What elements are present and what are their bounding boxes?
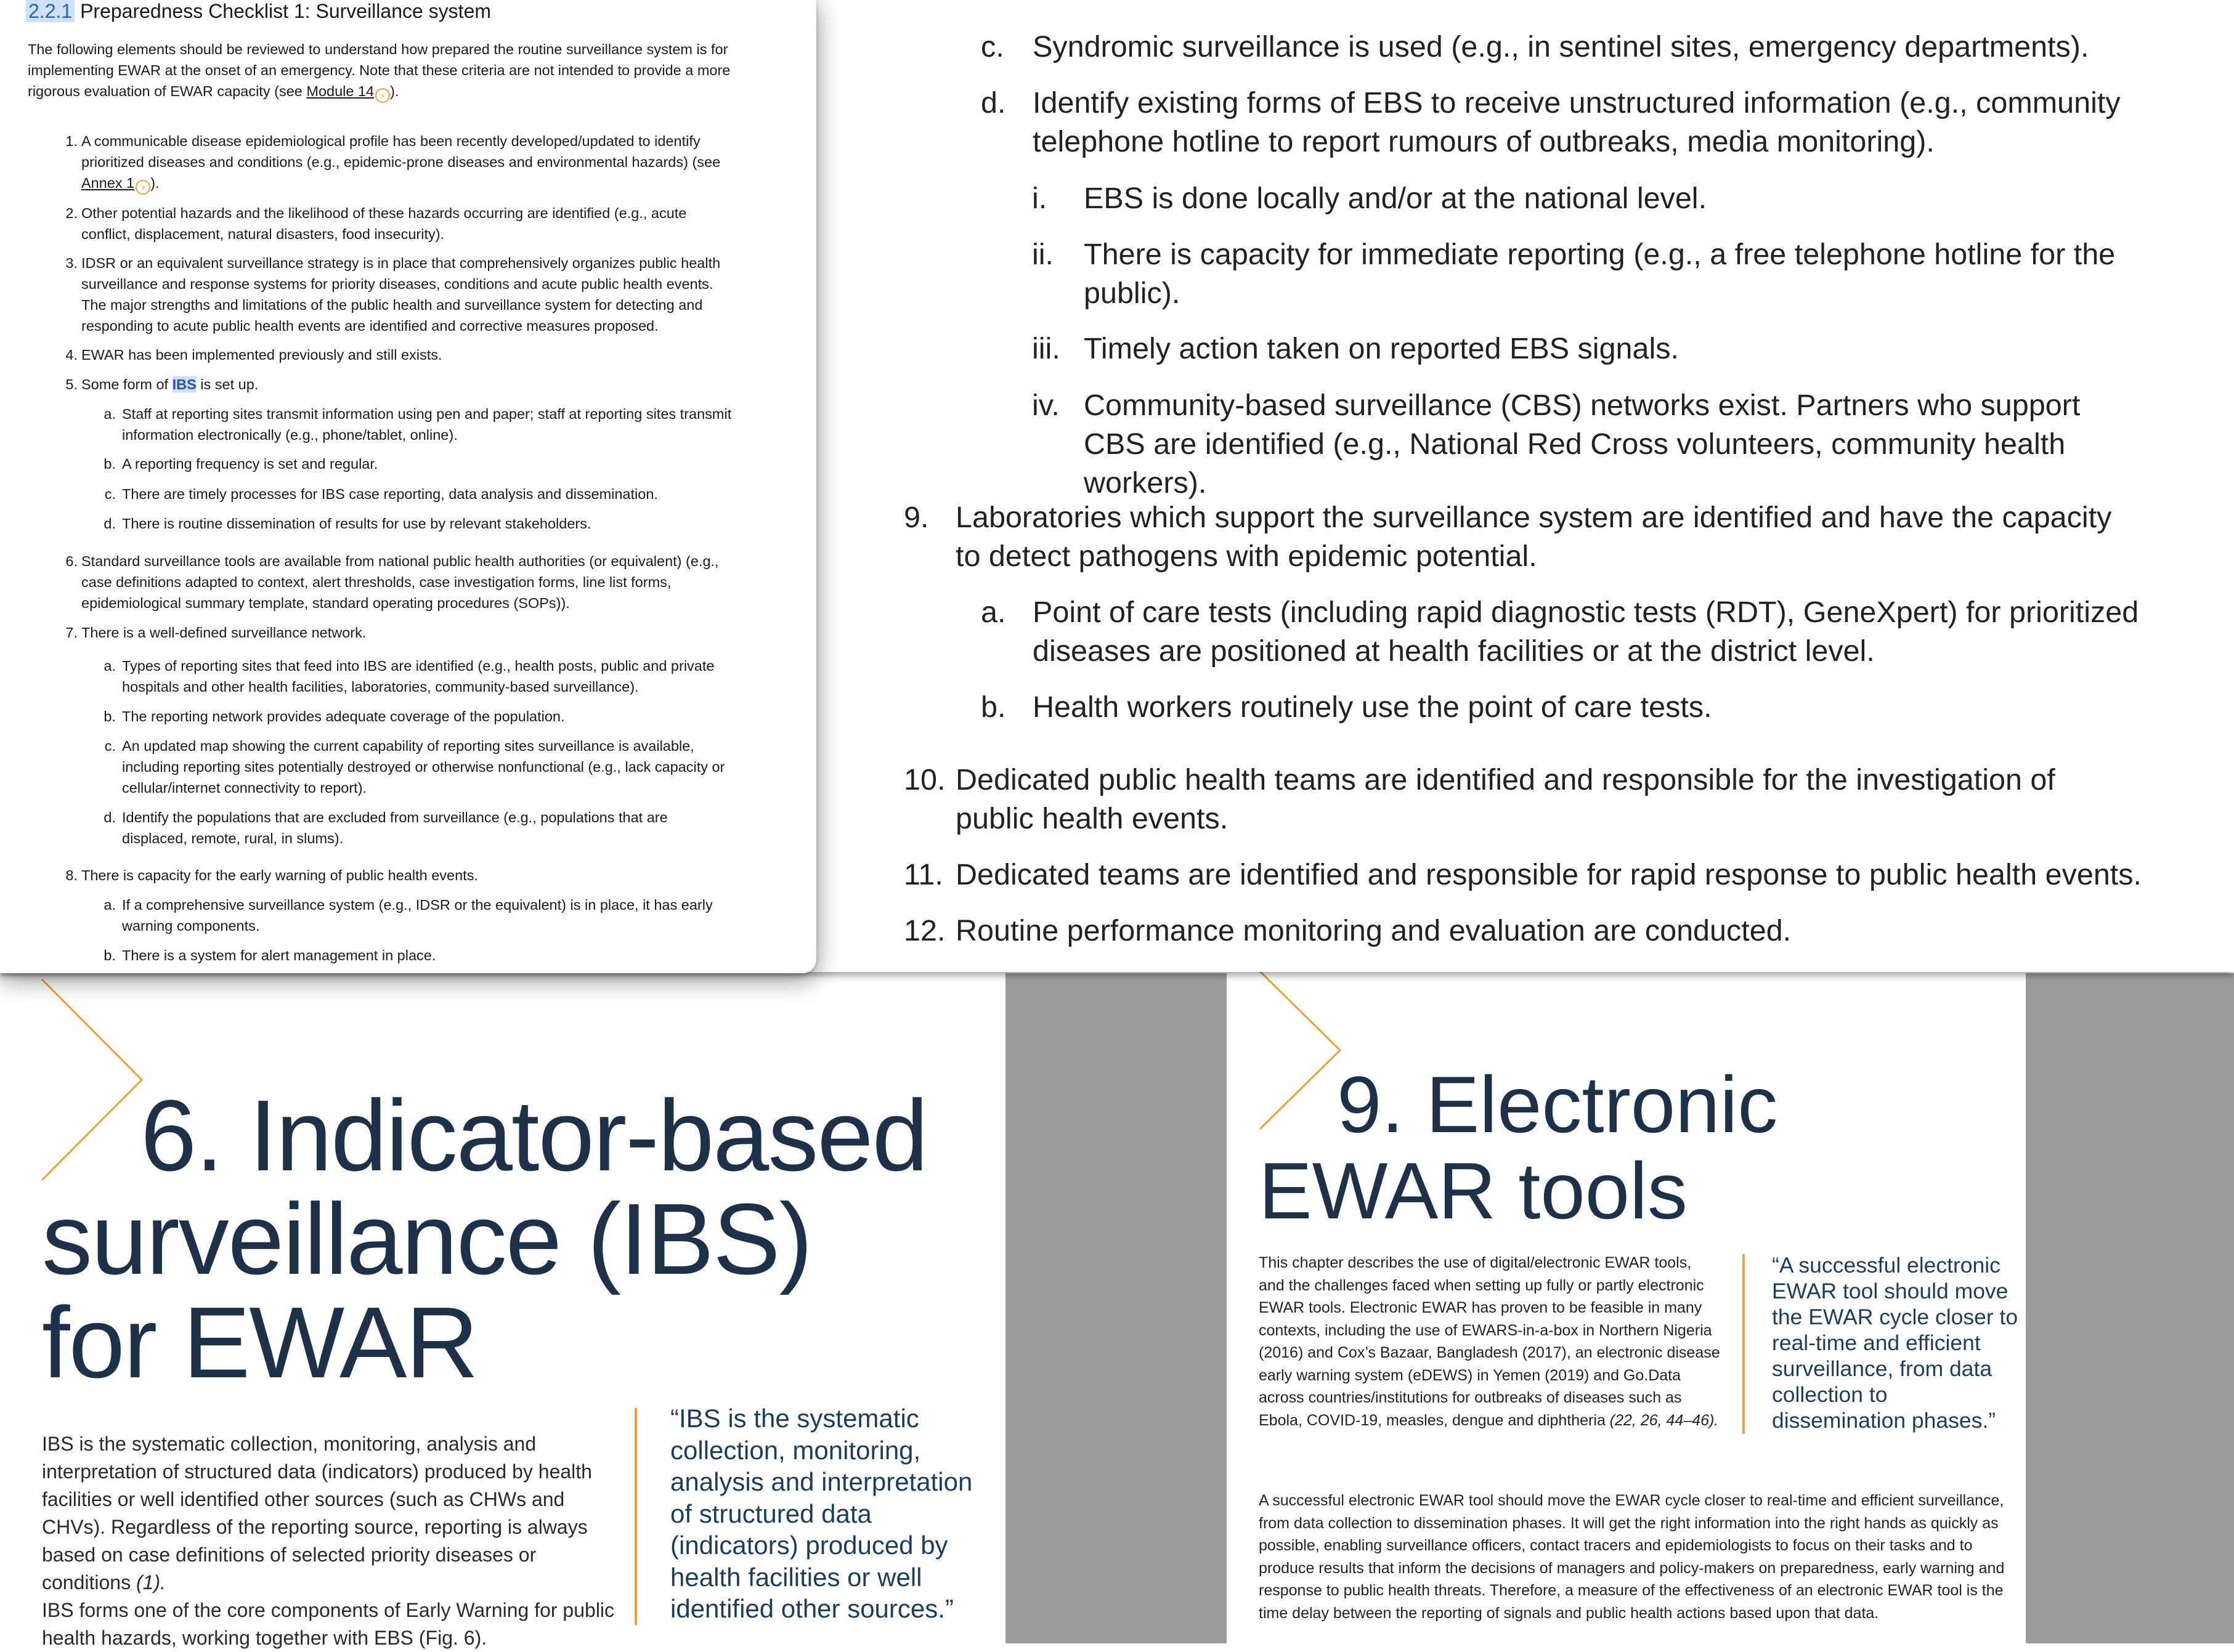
quote-rule bbox=[1742, 1254, 1745, 1434]
checklist-item-text: An updated map showing the current capability of reporting sites surveillance is available, including reporting sites potentially destroyed or otherwise nonfunctional (e.g., lack capacity or cellular/internet connectivity to report). bbox=[122, 738, 725, 796]
list-marker: a. bbox=[981, 596, 1006, 629]
chapter9-paragraph: A successful electronic EWAR tool should move the EWAR cycle closer to real-time and efficient surveillance, from data collection to dissemination phases. It will get the right information into the right hands as quickly as possible, enabling surveillance officers, contact tracers and epidemiologists to focus on their tasks and to produce results that inform the decisions of managers and policy-makers on preparedness, early warning and response to public health threats. Therefore, a measure of the effectiveness of an electronic EWAR tool is the time delay between the reporting of signals and public health actions based upon that data. bbox=[1259, 1492, 2005, 1622]
list-marker: a. bbox=[104, 658, 116, 674]
list-item bbox=[904, 856, 2167, 894]
checklist-subitem bbox=[104, 655, 732, 697]
arrow-circle-icon[interactable]: › bbox=[375, 88, 390, 103]
chapter6-title-line: for EWAR bbox=[42, 1286, 477, 1399]
intro-text: The following elements should be reviewed to understand how prepared the routine surveillance system is for implementing EWAR at the onset of an emergency. Note that these criteria are not intended to provide a more rigorous evaluation of EWAR capacity (see bbox=[28, 41, 731, 99]
checklist-item-text: There is a system for alert management in place. bbox=[122, 947, 436, 963]
checklist-item-text: A reporting frequency is set and regular. bbox=[122, 456, 378, 472]
chapter6-body bbox=[42, 1430, 621, 1652]
arrow-circle-icon[interactable]: › bbox=[136, 180, 150, 195]
chapter9-pull-quote: “A successful electronic EWAR tool should move the EWAR cycle closer to real-time and efficient surveillance, from data collection to dissemination phases.” bbox=[1772, 1253, 2018, 1433]
checklist-subitem bbox=[104, 453, 732, 474]
list-marker: a. bbox=[104, 406, 116, 422]
checklist-item bbox=[65, 622, 734, 643]
list-item-text: Identify existing forms of EBS to receive unstructured information (e.g., community telephone hotline to report rumours of outbreaks, media monitoring). bbox=[1033, 86, 2121, 158]
checklist-item bbox=[65, 253, 734, 336]
checklist-item bbox=[65, 203, 734, 245]
chapter6-body-text: IBS is the systematic collection, monitoring, analysis and interpretation of structured data (indicators) produced by health facilities or well identified other sources (such as CHWs and CHVs). Regardless of the reporting source, reporting is always based on case definitions of selected priority diseases or conditions bbox=[42, 1433, 592, 1593]
module-link[interactable]: Module 14 bbox=[306, 83, 375, 99]
checklist-item bbox=[65, 865, 734, 886]
checklist-subitem bbox=[104, 403, 732, 445]
checklist-item bbox=[65, 344, 734, 365]
checklist-item-text: Staff at reporting sites transmit information using pen and paper; staff at reporting sites transmit information electronically (e.g., phone/tablet, online). bbox=[122, 406, 732, 443]
list-marker: 9. bbox=[904, 501, 929, 534]
checklist-item-text: A communicable disease epidemiological profile has been recently developed/updated to identify prioritized diseases and conditions (e.g., epidemic-prone diseases and environmental hazards) (see bbox=[81, 133, 721, 170]
list-marker: c. bbox=[104, 486, 116, 502]
list-marker: 11. bbox=[904, 858, 943, 891]
annex-link[interactable]: Annex 1 bbox=[81, 175, 135, 191]
list-item bbox=[1032, 330, 2141, 368]
checklist-item-text: EWAR has been implemented previously and still exists. bbox=[81, 347, 442, 363]
list-item-text: There is capacity for immediate reporting (e.g., a free telephone hotline for the public). bbox=[1084, 238, 2116, 310]
checklist-item-text: The reporting network provides adequate coverage of the population. bbox=[122, 708, 565, 724]
checklist-subitem bbox=[104, 513, 732, 534]
list-item-text: Community-based surveillance (CBS) networks exist. Partners who support CBS are identified (e.g., National Red Cross volunteers, community health workers). bbox=[1084, 389, 2081, 500]
checklist-heading bbox=[26, 0, 491, 22]
checklist-item-text: There is capacity for the early warning of public health events. bbox=[81, 867, 478, 883]
checklist-item bbox=[65, 551, 734, 613]
checklist-subitem bbox=[104, 894, 732, 936]
list-item-text: Dedicated teams are identified and responsible for rapid response to public health events. bbox=[956, 858, 2142, 891]
checklist-item-text: ). bbox=[150, 175, 160, 191]
list-marker: b. bbox=[104, 947, 116, 963]
checklist-item-text: Types of reporting sites that feed into IBS are identified (e.g., health posts, public and private hospitals and other health facilities, laboratories, community-based surveillance). bbox=[122, 658, 715, 695]
citation: (22, 26, 44–46). bbox=[1609, 1411, 1719, 1429]
list-item bbox=[1032, 179, 2141, 218]
checklist-item-text: There is routine dissemination of results for use by relevant stakeholders. bbox=[122, 516, 591, 532]
list-marker: 4. bbox=[65, 347, 78, 363]
checklist-subitem bbox=[104, 706, 732, 727]
chapter6-body-text: IBS forms one of the core components of Early Warning for public health hazards, working together with EBS (Fig. 6). bbox=[42, 1599, 615, 1649]
chapter6-title bbox=[42, 1079, 927, 1399]
chapter9-title-line: 9. Electronic bbox=[1337, 1059, 1778, 1149]
list-marker: ii. bbox=[1032, 238, 1054, 271]
list-marker: i. bbox=[1032, 182, 1047, 215]
list-marker: 1. bbox=[65, 133, 78, 149]
quote-rule bbox=[635, 1408, 637, 1625]
list-item-text: Laboratories which support the surveillance system are identified and have the capacity to detect pathogens with epidemic potential. bbox=[956, 501, 2112, 573]
checklist-subitem bbox=[104, 735, 732, 798]
checklist-item-text: Standard surveillance tools are available from national public health authorities (or equivalent) (e.g., case definitions adapted to context, alert thresholds, case investigation forms, line list forms, epidemiological summary template, standard operating procedures (SOPs)). bbox=[81, 553, 719, 611]
list-marker: b. bbox=[104, 456, 116, 472]
list-marker: iv. bbox=[1032, 389, 1060, 422]
list-item bbox=[904, 498, 2136, 576]
section-number: 2.2.1 bbox=[26, 0, 75, 22]
list-marker: a. bbox=[104, 897, 116, 913]
list-marker: iii. bbox=[1032, 332, 1060, 365]
list-item-text: Dedicated public health teams are identified and responsible for the investigation of public health events. bbox=[956, 763, 2055, 835]
chapter6-title-line: surveillance (IBS) bbox=[42, 1183, 812, 1295]
list-marker: 10. bbox=[904, 763, 946, 796]
list-marker: 6. bbox=[65, 553, 78, 569]
list-marker: b. bbox=[104, 708, 116, 724]
chapter9-intro-text: This chapter describes the use of digital/electronic EWAR tools, and the challenges faced when setting up fully or partly electronic EWAR tools. Electronic EWAR has proven to be feasible in many contexts, including the use of EWARS-in-a-box in Northern Nigeria (2016) and Cox’s Bazaar, Bangladesh (2017), an electronic disease early warning system (eDEWS) in Yemen (2019) and Go.Data across countries/institutions for outbreaks of diseases such as Ebola, COVID-19, measles, dengue and diphtheria bbox=[1259, 1254, 1720, 1429]
checklist-item-text: Other potential hazards and the likelihood of these hazards occurring are identified (e.g., acute conflict, displacement, natural disasters, food insecurity). bbox=[81, 205, 687, 242]
checklist-item-text: If a comprehensive surveillance system (e.g., IDSR or the equivalent) is in place, it has early warning components. bbox=[122, 897, 713, 934]
list-item-text: Point of care tests (including rapid diagnostic tests (RDT), GeneXpert) for prioritized diseases are positioned at health facilities or at the district level. bbox=[1033, 596, 2139, 668]
checklist-item-text: is set up. bbox=[196, 376, 259, 392]
chapter6-title-line: 6. Indicator-based bbox=[140, 1079, 927, 1192]
list-marker: d. bbox=[104, 516, 116, 532]
list-item bbox=[904, 761, 2136, 838]
checklist-item-text: Identify the populations that are excluded from surveillance (e.g., populations that are displaced, remote, rural, in slums). bbox=[122, 809, 668, 846]
checklist-subitem bbox=[104, 945, 732, 966]
intro-text: ). bbox=[390, 83, 399, 99]
list-marker: 3. bbox=[65, 255, 78, 271]
checklist-window[interactable] bbox=[0, 0, 816, 973]
checklist-item-text: There is a well-defined surveillance network. bbox=[81, 625, 367, 641]
list-marker: c. bbox=[104, 738, 116, 754]
list-item bbox=[981, 84, 2151, 161]
list-marker: 7. bbox=[65, 625, 78, 641]
list-item-text: Routine performance monitoring and evaluation are conducted. bbox=[956, 914, 1792, 947]
list-marker: d. bbox=[981, 86, 1006, 119]
list-item-text: Syndromic surveillance is used (e.g., in sentinel sites, emergency departments). bbox=[1033, 30, 2089, 63]
list-marker: 5. bbox=[65, 376, 78, 392]
checklist-intro bbox=[28, 39, 736, 103]
checklist-item-text: IDSR or an equivalent surveillance strategy is in place that comprehensively organizes public health surveillance and response systems for priority diseases, conditions and acute public health events. The major strengths and limitations of the public health and surveillance system for detecting and responding to acute public health events are identified and corrective measures proposed. bbox=[81, 255, 721, 334]
checklist-item-text: There are timely processes for IBS case reporting, data analysis and dissemination. bbox=[122, 486, 658, 502]
checklist-item bbox=[65, 374, 734, 395]
checklist-subitem bbox=[104, 807, 732, 849]
list-marker: 12. bbox=[904, 914, 946, 947]
checklist-item-text: Some form of bbox=[81, 376, 173, 392]
list-marker: 2. bbox=[65, 205, 78, 221]
list-marker: 8. bbox=[65, 867, 78, 883]
list-item-text: Health workers routinely use the point of care tests. bbox=[1033, 690, 1712, 724]
list-item bbox=[981, 688, 2151, 727]
chapter6-pull-quote: “IBS is the systematic collection, monitoring, analysis and interpretation of structured data (indicators) produced by health facilities or well identified other sources.” bbox=[670, 1404, 973, 1623]
chapter-chevron-icon bbox=[1259, 970, 1345, 1132]
checklist-subitem bbox=[104, 484, 732, 504]
list-item-text: EBS is done locally and/or at the national level. bbox=[1084, 182, 1707, 215]
list-item bbox=[981, 593, 2151, 671]
list-item bbox=[1032, 235, 2141, 313]
list-item-text: Timely action taken on reported EBS signals. bbox=[1084, 332, 1679, 365]
list-marker: d. bbox=[104, 809, 116, 825]
section-title: Preparedness Checklist 1: Surveillance system bbox=[80, 0, 492, 22]
list-item bbox=[981, 28, 2151, 67]
chapter9-title-line: EWAR tools bbox=[1259, 1146, 1688, 1236]
list-marker: c. bbox=[981, 30, 1004, 63]
citation: (1). bbox=[136, 1571, 166, 1593]
highlighted-term: IBS bbox=[172, 376, 197, 392]
checklist-item bbox=[65, 131, 734, 195]
list-item bbox=[904, 912, 2167, 950]
chapter9-intro bbox=[1259, 1252, 1721, 1431]
list-marker: b. bbox=[981, 690, 1006, 724]
list-item bbox=[1032, 386, 2141, 503]
